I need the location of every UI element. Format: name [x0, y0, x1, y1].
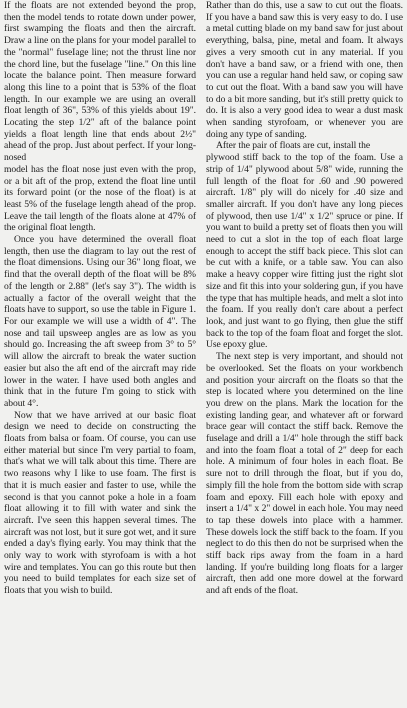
left-column — [0, 0, 196, 597]
paragraph-dowel-mounting: The next step is very important, and should not be overlooked. Set the floats on your workbench and position your aircraft on the floats so that the step is located where you determined on the line you drew on the plans. Mark the location for the existing landing gear, and whatever aft or forward brace gear will contact the stiff back. Remove the fuselage and drill a 1/4" hole through the stiff back and into the foam float a total of 2" deep for each hole. A minimum of four holes in each float. Be sure not to drill through the float, but if you do, simply fill the hole from the bottom side with scrap foam and epoxy. Fill each hole with epoxy and insert a 1/4" x 2" dowel in each hole. You may need to tap these dowels into place with a hammer. These dowels lock the stiff back to the foam. If you neglect to do this then do not be surprised when the stiff back rips away from the foam in a hard landing. If you're building long floats for a larger aircraft, then add one more dowel at the forward and aft ends of the float. — [206, 351, 403, 597]
paragraph-float-extension: If the floats are not extended beyond the prop, then the model tends to rotate down under power, first swamping the floats and then the aircraft. Draw a line on the plans for your model parallel to the "normal" fuseIage line; not the thrust line nor the chord line, but the fuselage "line." On this line locate the balance point. Then measure forward along this line to a point that is 53% of the float length. In our example we are using an overall float length of 36", 53% of this yields about 19". Locating the step 1/2" aft of the balance point yields a float length line that ends about 2½" ahead of the prop. Just about perfect. If your long-nosed — [4, 0, 196, 164]
paragraph-foam-vs-balsa: Now that we have arrived at our basic float design we need to decide on constructing the floats from balsa or foam. Of course, you can use either material but since I'm very partial to foam, that's what we will talk about this time. There are two reasons why I like to use foam. The first is that it is much easier and faster to use, while the second is that you cannot poke a hole in a foam float allowing it to fill with water and sink the aircraft. I've seen this happen several times. The aircraft was not lost, but it sure got wet, and it sure ended a day's flying early. You may think that the only way to work with styrofoam is with a hot wire and templates. You can go this route but then you need to build templates for each size set of floats that you wish to build. — [4, 409, 197, 597]
paragraph-float-dimensions: Once you have determined the overall float length, then use the diagram to lay out the rest of the float dimensions. Using our 36" long float, we find that the overall depth of the float will be 8% of the length or 2.88" (let's say 3"). The width is actually a factor of the overall weight that the floats have to support, so use the table in Figure 1. For our example we will use a width of 4". The nose and tail upsweep angles are as low as you should go. Increasing the aft sweep from 3° to 5° will allow the aircraft to break the water suction easier but also the aft end of the aircraft may ride lower in the water. I have used both angles and think that in the future I'm going to stick with about 4°. — [4, 234, 196, 409]
paragraph-long-nosed-model: model has the float nose just even with the prop, or a bit aft of the prop, extend the float line until its forward point (or the nose of the float) is at least 5% of the fuselage length ahead of the prop. Leave the tail length of the floats alone at 47% of the original float length. — [4, 163, 196, 234]
right-column — [206, 0, 407, 597]
paragraph-plywood-stiff-back: plywood stiff back to the top of the foam. Use a strip of 1/4" plywood about 5/8" wide, running the full length of the float for .60 and .90 powered aircraft. 1/8" ply will do nicely for .40 size and smaller aircraft. If you don't have any long pieces of plywood, then use 1/4" x 1/2" spruce or pine. If you want to build a pretty set of floats then you will need to cut a slot in the top of each float large enough to accept the stiff back piece. This slot can be cut with a knife, or a table saw. You can also make a heavy copper wire fitting just the right slot size and fit this into your soldering gun, if you have the type that has multiple heads, and melt a slot into the foam. If you really don't care about a perfect look, and just want to go flying, then glue the stiff back to the top of the foam float and forget the slot. Use epoxy glue. — [206, 152, 403, 351]
paragraph-install-intro: After the pair of floats are cut, install the — [216, 140, 371, 152]
paragraph-saw-cutting: Rather than do this, use a saw to cut out the floats. If you have a band saw this is very easy to do. I use a metal cutting blade on my band saw for just about everything, balsa, pine, metal and foam. It always gives a very smooth cut in any material. If you don't have a band saw, or a friend with one, then you can use a regular hand held saw, or coping saw to cut out the float. With a band saw you will have to do a bit more sanding, but it's still pretty quick to do. It is also a very good idea to wear a dust mask when sanding styrofoam, or whenever you are doing any type of sanding. — [206, 0, 403, 140]
